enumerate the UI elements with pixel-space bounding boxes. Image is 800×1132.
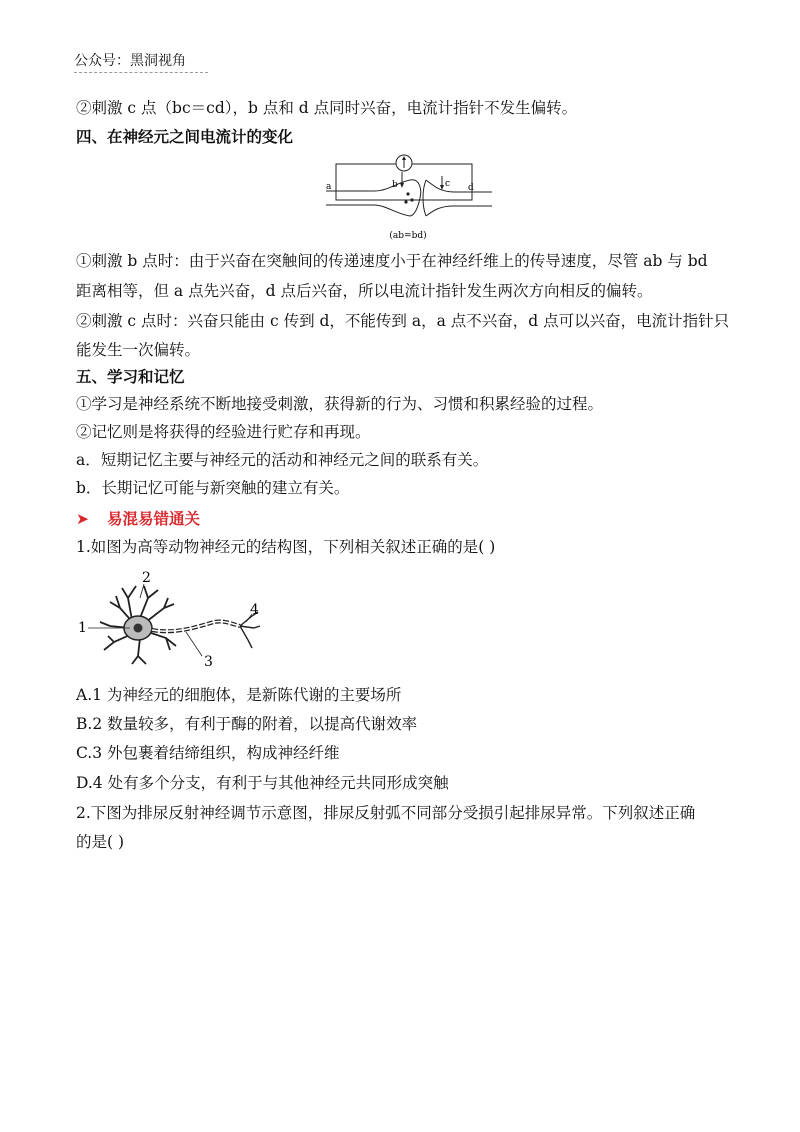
section-heading: 五、学习和记忆 <box>76 367 185 386</box>
question-line: 的是( ) <box>76 833 125 851</box>
option-c: C.3 外包裹着结缔组织，构成神经纤维 <box>76 744 340 762</box>
section-heading: 四、在神经元之间电流计的变化 <box>76 127 294 146</box>
text-line: ①学习是神经系统不断地接受刺激，获得新的行为、习惯和积累经验的过程。 <box>76 395 604 413</box>
label-4: 4 <box>250 602 259 618</box>
synapse-diagram <box>322 150 494 242</box>
label-b: b <box>392 180 398 190</box>
option-d: D.4 处有多个分支，有利于与其他神经元共同形成突触 <box>76 774 449 792</box>
text-line: 距离相等，但 a 点先兴奋，d 点后兴奋，所以电流计指针发生两次方向相反的偏转。 <box>76 282 653 300</box>
label-1: 1 <box>78 620 87 636</box>
label-2: 2 <box>142 570 151 586</box>
text-line: ①刺激 b 点时：由于兴奋在突触间的传递速度小于在神经纤维上的传导速度，尽管 ab 与 bd <box>76 252 708 270</box>
question-line: 1.如图为高等动物神经元的结构图，下列相关叙述正确的是( ) <box>76 538 496 556</box>
arrow-icon: ➤ <box>76 510 89 528</box>
section-heading-red: ➤ 易混易错通关 <box>76 509 201 528</box>
watermark-header: 公众号：黑洞视角 <box>74 50 208 73</box>
text-line: 能发生一次偏转。 <box>76 341 201 359</box>
text-line: ②刺激 c 点时：兴奋只能由 c 传到 d，不能传到 a，a 点不兴奋，d 点可以兴奋，电流计指针只 <box>76 312 730 330</box>
question-line: 2.下图为排尿反射神经调节示意图，排尿反射弧不同部分受损引起排尿异常。下列叙述正确 <box>76 804 696 822</box>
option-a: A.1 为神经元的细胞体，是新陈代谢的主要场所 <box>76 686 402 704</box>
option-b: B.2 数量较多，有利于酶的附着，以提高代谢效率 <box>76 715 418 733</box>
label-d: d <box>468 183 474 193</box>
text-line: ②记忆则是将获得的经验进行贮存和再现。 <box>76 423 371 441</box>
label-a: a <box>326 182 332 192</box>
figure-caption: (ab=bd) <box>389 231 427 241</box>
neuron-diagram <box>74 568 274 678</box>
label-c: c <box>445 179 451 189</box>
text-line: b．长期记忆可能与新突触的建立有关。 <box>76 479 350 497</box>
text-line: a．短期记忆主要与神经元的活动和神经元之间的联系有关。 <box>76 451 489 469</box>
text-line: ②刺激 c 点（bc＝cd），b 点和 d 点同时兴奋，电流计指针不发生偏转。 <box>76 99 578 117</box>
label-3: 3 <box>204 654 213 670</box>
